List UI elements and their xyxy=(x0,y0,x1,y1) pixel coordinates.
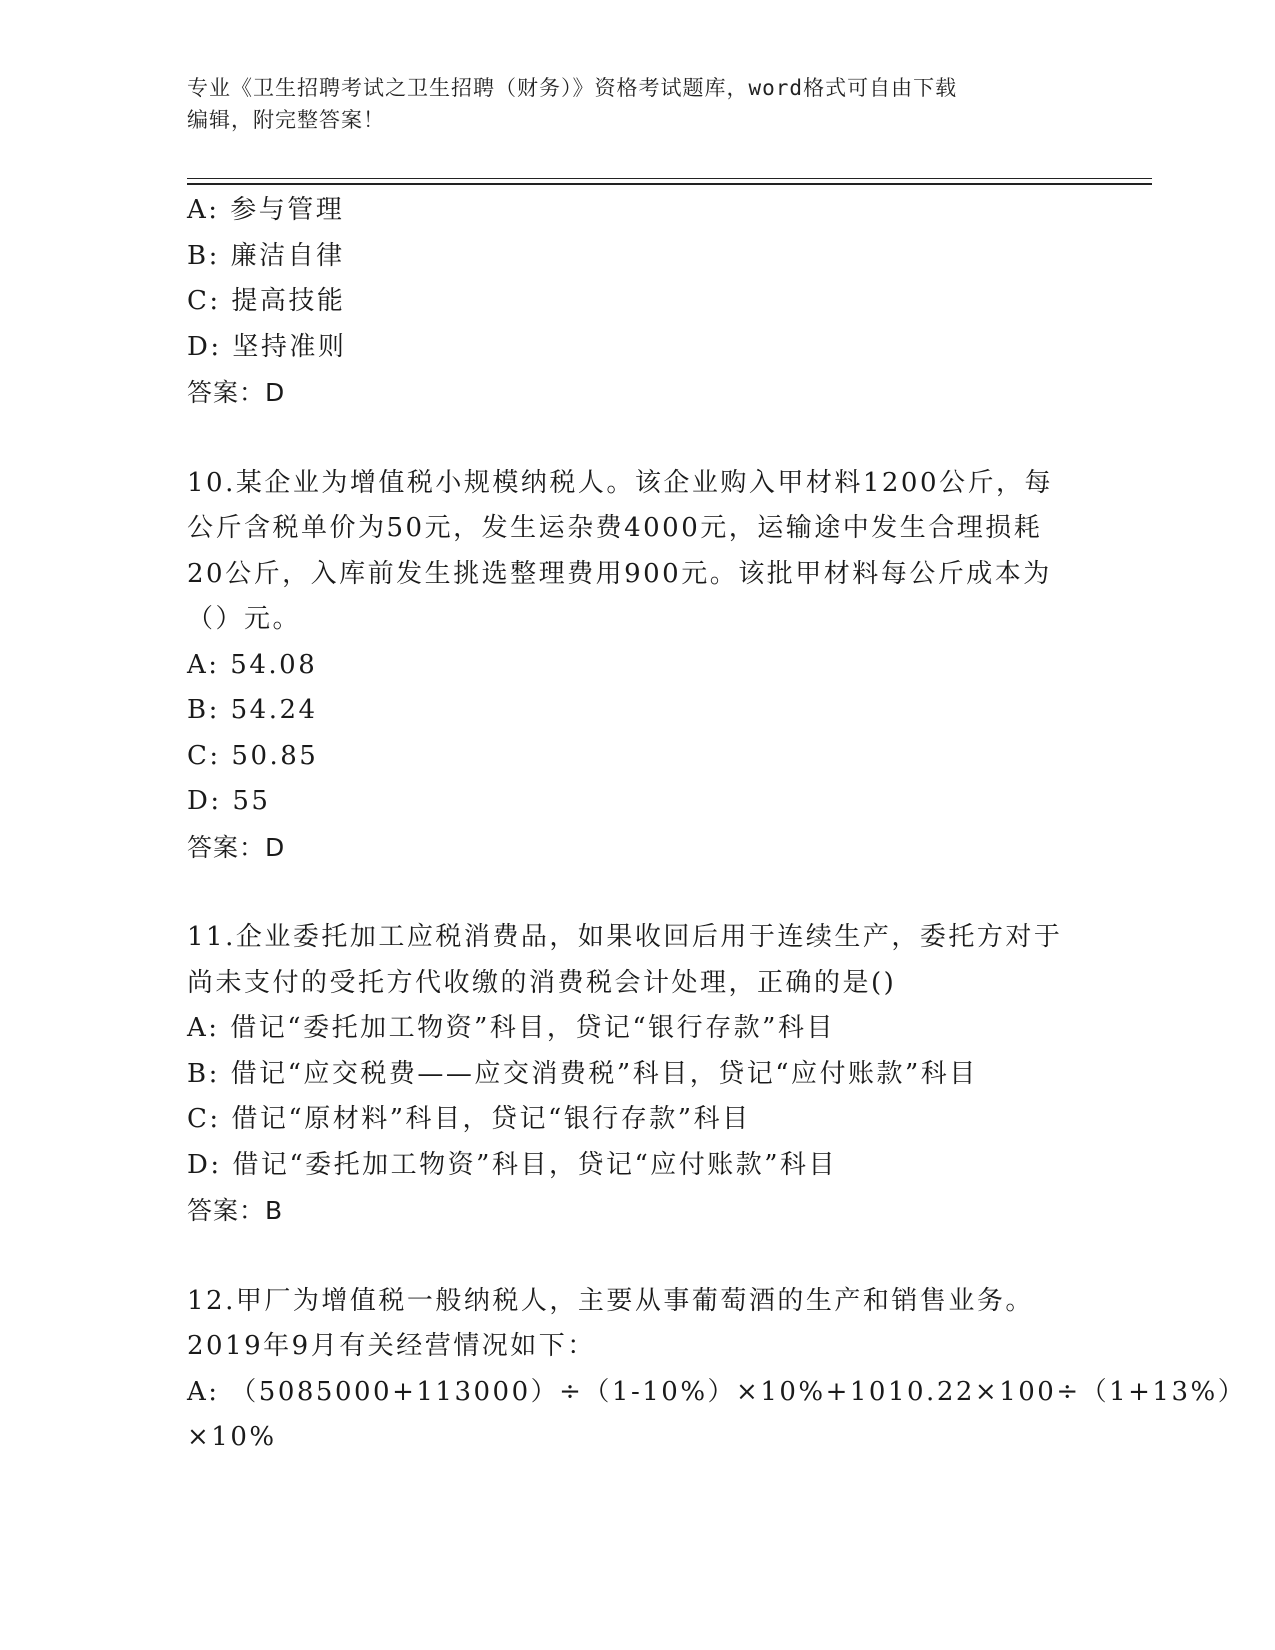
header-line-1: 专业《卫生招聘考试之卫生招聘（财务）》资格考试题库，word格式可自由下载 xyxy=(187,76,958,100)
spacer xyxy=(187,416,1087,461)
document-header xyxy=(187,72,1087,136)
answer-line: 答案：B xyxy=(187,1196,284,1225)
option-c: C: 50.85 xyxy=(187,740,319,771)
option-a: A: 参与管理 xyxy=(187,195,345,225)
question-stem-line: 20公斤，入库前发生挑选整理费用900元。该批甲材料每公斤成本为 xyxy=(187,558,1052,589)
option-d: D: 55 xyxy=(187,786,271,816)
option-a: A: 54.08 xyxy=(187,649,318,680)
spacer xyxy=(187,870,1087,915)
question-stem-line: （）元。 xyxy=(187,604,302,634)
option-a-continued: ×10% xyxy=(187,1422,277,1452)
option-a: A: （5085000+113000）÷（1-10%）×10%+1010.22×100÷（1+13%） xyxy=(187,1376,1247,1407)
question-stem-line: 公斤含税单价为50元，发生运杂费4000元，运输途中发生合理损耗 xyxy=(187,513,1043,543)
question-10 xyxy=(187,461,1087,871)
question-content xyxy=(187,188,1247,1461)
option-b: B: 借记“应交税费——应交消费税”科目，贷记“应付账款”科目 xyxy=(187,1058,978,1089)
option-d: D: 坚持准则 xyxy=(187,331,347,362)
option-c: C: 提高技能 xyxy=(187,286,346,316)
header-divider-thick xyxy=(187,183,1152,185)
question-12 xyxy=(187,1279,1247,1461)
question-stem-line: 11.企业委托加工应税消费品，如果收回后用于连续生产，委托方对于 xyxy=(187,922,1063,952)
answer-line: 答案：D xyxy=(187,832,286,862)
option-b: B: 廉洁自律 xyxy=(187,240,345,271)
option-c: C: 借记“原材料”科目，贷记“银行存款”科目 xyxy=(187,1104,751,1134)
question-stem-line: 尚未支付的受托方代收缴的消费税会计处理，正确的是() xyxy=(187,967,897,998)
header-divider-thin xyxy=(187,178,1152,179)
question-11 xyxy=(187,915,1087,1234)
option-d: D: 借记“委托加工物资”科目，贷记“应付账款”科目 xyxy=(187,1149,838,1180)
question-stem-line: 12.甲厂为增值税一般纳税人，主要从事葡萄酒的生产和销售业务。 xyxy=(187,1285,1034,1316)
question-stem-line: 10.某企业为增值税小规模纳税人。该企业购入甲材料1200公斤，每 xyxy=(187,467,1054,498)
spacer xyxy=(187,1234,1087,1279)
question-9 xyxy=(187,188,1087,416)
question-stem-line: 2019年9月有关经营情况如下： xyxy=(187,1331,596,1361)
header-line-2: 编辑，附完整答案！ xyxy=(187,108,385,132)
option-a: A: 借记“委托加工物资”科目，贷记“银行存款”科目 xyxy=(187,1013,835,1043)
answer-line: 答案：D xyxy=(187,378,286,407)
option-b: B: 54.24 xyxy=(187,695,318,725)
